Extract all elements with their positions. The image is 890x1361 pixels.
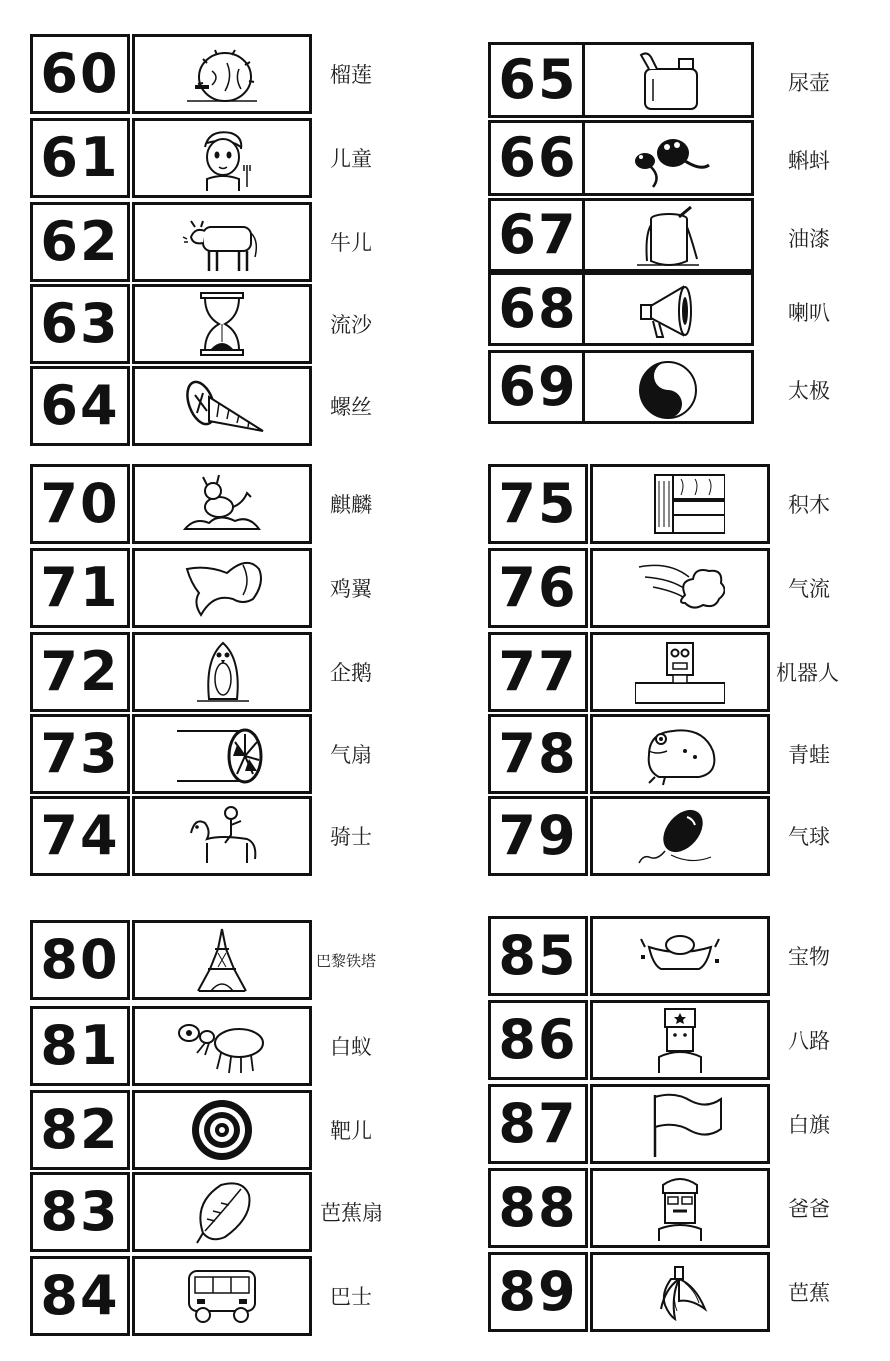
section-60-69: [30, 34, 870, 444]
peg-word: 巴士: [330, 1285, 372, 1309]
peg-number: 80: [40, 928, 120, 991]
megaphone-icon: [623, 279, 713, 345]
peg-word: 气流: [788, 577, 830, 601]
robot-icon: [635, 639, 725, 705]
airflow-icon: [635, 555, 725, 621]
number-box: [488, 350, 588, 424]
peg-word: 靶儿: [330, 1119, 372, 1143]
peg-word: 白蚁: [330, 1035, 372, 1059]
peg-word: 青蛙: [788, 743, 830, 767]
chicken-wing-icon: [177, 555, 267, 621]
picture-box: [132, 366, 312, 446]
soldier-icon: [635, 1007, 725, 1073]
peg-word: 喇叭: [788, 301, 830, 325]
peg-word: 榴莲: [330, 63, 372, 87]
number-box: [488, 464, 588, 544]
number-box: [488, 1168, 588, 1248]
number-box: [30, 1256, 130, 1336]
peg-row: [488, 272, 848, 350]
paint-bucket-icon: [623, 205, 713, 271]
tadpole-icon: [623, 127, 713, 193]
peg-number: 86: [498, 1008, 578, 1071]
peg-number: 77: [498, 640, 578, 703]
number-box: [488, 198, 588, 272]
peg-row: [488, 198, 848, 276]
qilin-icon: [177, 471, 267, 537]
peg-number: 89: [498, 1260, 578, 1323]
penguin-icon: [177, 639, 267, 705]
picture-box: [590, 548, 770, 628]
picture-box: [132, 202, 312, 282]
peg-number: 78: [498, 722, 578, 785]
picture-box: [590, 1252, 770, 1332]
number-box: [30, 714, 130, 794]
picture-box: [132, 464, 312, 544]
eiffel-tower-icon: [177, 927, 267, 993]
peg-row: [30, 34, 372, 112]
peg-word: 蝌蚪: [788, 149, 830, 173]
section-80-89: [30, 920, 870, 1338]
picture-box: [132, 284, 312, 364]
peg-number: 60: [40, 42, 120, 105]
peg-word: 流沙: [330, 313, 372, 337]
picture-box: [590, 464, 770, 544]
picture-box: [132, 714, 312, 794]
peg-number: 73: [40, 722, 120, 785]
peg-number: 82: [40, 1098, 120, 1161]
picture-box: [590, 632, 770, 712]
picture-box: [132, 548, 312, 628]
peg-word: 太极: [788, 379, 830, 403]
peg-word: 气扇: [330, 743, 372, 767]
fan-icon: [177, 721, 267, 787]
number-box: [488, 1000, 588, 1080]
target-icon: [177, 1097, 267, 1163]
picture-box: [582, 198, 754, 272]
picture-box: [132, 920, 312, 1000]
picture-box: [590, 1084, 770, 1164]
knight-icon: [177, 803, 267, 869]
number-box: [30, 284, 130, 364]
number-box: [488, 916, 588, 996]
peg-word: 油漆: [788, 227, 830, 251]
picture-box: [590, 796, 770, 876]
blocks-icon: [635, 471, 725, 537]
peg-number: 65: [498, 48, 578, 111]
peg-word: 巴黎铁塔: [316, 951, 377, 970]
child-icon: [177, 125, 267, 191]
peg-number: 84: [40, 1264, 120, 1327]
number-box: [30, 202, 130, 282]
picture-box: [590, 1000, 770, 1080]
bus-icon: [177, 1263, 267, 1329]
hourglass-icon: [177, 291, 267, 357]
father-icon: [635, 1175, 725, 1241]
white-flag-icon: [635, 1091, 725, 1157]
picture-box: [132, 1256, 312, 1336]
picture-box: [132, 1172, 312, 1252]
peg-word: 麒麟: [330, 493, 372, 517]
peg-number: 74: [40, 804, 120, 867]
peg-row: [30, 118, 372, 196]
picture-box: [582, 350, 754, 424]
picture-box: [582, 42, 754, 118]
picture-box: [590, 1168, 770, 1248]
peg-number: 75: [498, 472, 578, 535]
number-box: [30, 464, 130, 544]
durian-icon: [177, 41, 267, 107]
number-box: [30, 1006, 130, 1086]
number-box: [488, 120, 588, 196]
peg-row: [488, 350, 848, 428]
screw-icon: [177, 373, 267, 439]
peg-number: 70: [40, 472, 120, 535]
gold-ingot-icon: [635, 923, 725, 989]
number-box: [30, 366, 130, 446]
peg-number: 76: [498, 556, 578, 619]
number-box: [488, 272, 588, 346]
picture-box: [132, 118, 312, 198]
peg-number: 67: [498, 203, 578, 266]
peg-word: 气球: [788, 825, 830, 849]
number-box: [488, 632, 588, 712]
picture-box: [582, 272, 754, 346]
peg-number: 62: [40, 210, 120, 273]
peg-number: 83: [40, 1180, 120, 1243]
peg-word: 宝物: [788, 945, 830, 969]
peg-word: 白旗: [788, 1113, 830, 1137]
palm-leaf-fan-icon: [177, 1179, 267, 1245]
peg-number: 72: [40, 640, 120, 703]
number-box: [488, 796, 588, 876]
peg-word: 爸爸: [788, 1197, 830, 1221]
picture-box: [590, 916, 770, 996]
peg-number: 66: [498, 126, 578, 189]
urinal-pot-icon: [623, 49, 713, 115]
peg-row: [30, 284, 372, 362]
peg-number: 87: [498, 1092, 578, 1155]
peg-word: 积木: [788, 493, 830, 517]
peg-row: [30, 366, 372, 444]
number-box: [30, 1090, 130, 1170]
peg-row: [488, 42, 848, 120]
peg-word: 螺丝: [330, 395, 372, 419]
number-box: [30, 632, 130, 712]
picture-box: [582, 120, 754, 196]
number-box: [488, 1084, 588, 1164]
peg-word: 芭蕉: [788, 1281, 830, 1305]
peg-word: 骑士: [330, 825, 372, 849]
peg-number: 63: [40, 292, 120, 355]
peg-word: 尿壶: [788, 71, 830, 95]
number-box: [30, 796, 130, 876]
banana-icon: [635, 1259, 725, 1325]
picture-box: [590, 714, 770, 794]
peg-number: 81: [40, 1014, 120, 1077]
peg-word: 儿童: [330, 147, 372, 171]
peg-number: 69: [498, 355, 578, 418]
number-box: [488, 714, 588, 794]
frog-icon: [635, 721, 725, 787]
balloon-icon: [635, 803, 725, 869]
peg-number: 85: [498, 924, 578, 987]
peg-number: 88: [498, 1176, 578, 1239]
picture-box: [132, 1006, 312, 1086]
number-box: [30, 34, 130, 114]
number-box: [488, 1252, 588, 1332]
cow-icon: [177, 209, 267, 275]
picture-box: [132, 796, 312, 876]
yin-yang-icon: [623, 357, 713, 423]
peg-number: 64: [40, 374, 120, 437]
peg-word: 企鹅: [330, 661, 372, 685]
number-box: [488, 42, 588, 118]
picture-box: [132, 34, 312, 114]
number-box: [30, 1172, 130, 1252]
peg-word: 八路: [788, 1029, 830, 1053]
peg-row: [30, 202, 372, 280]
picture-box: [132, 632, 312, 712]
peg-number: 79: [498, 804, 578, 867]
peg-word: 机器人: [776, 661, 839, 685]
peg-number: 61: [40, 126, 120, 189]
peg-word: 鸡翼: [330, 577, 372, 601]
number-box: [30, 118, 130, 198]
peg-word: 芭蕉扇: [320, 1201, 383, 1225]
number-box: [488, 548, 588, 628]
termite-icon: [177, 1013, 267, 1079]
peg-word: 牛儿: [330, 231, 372, 255]
peg-number: 71: [40, 556, 120, 619]
number-box: [30, 920, 130, 1000]
peg-row: [488, 120, 848, 198]
peg-number: 68: [498, 277, 578, 340]
picture-box: [132, 1090, 312, 1170]
section-70-79: [30, 464, 870, 876]
number-box: [30, 548, 130, 628]
